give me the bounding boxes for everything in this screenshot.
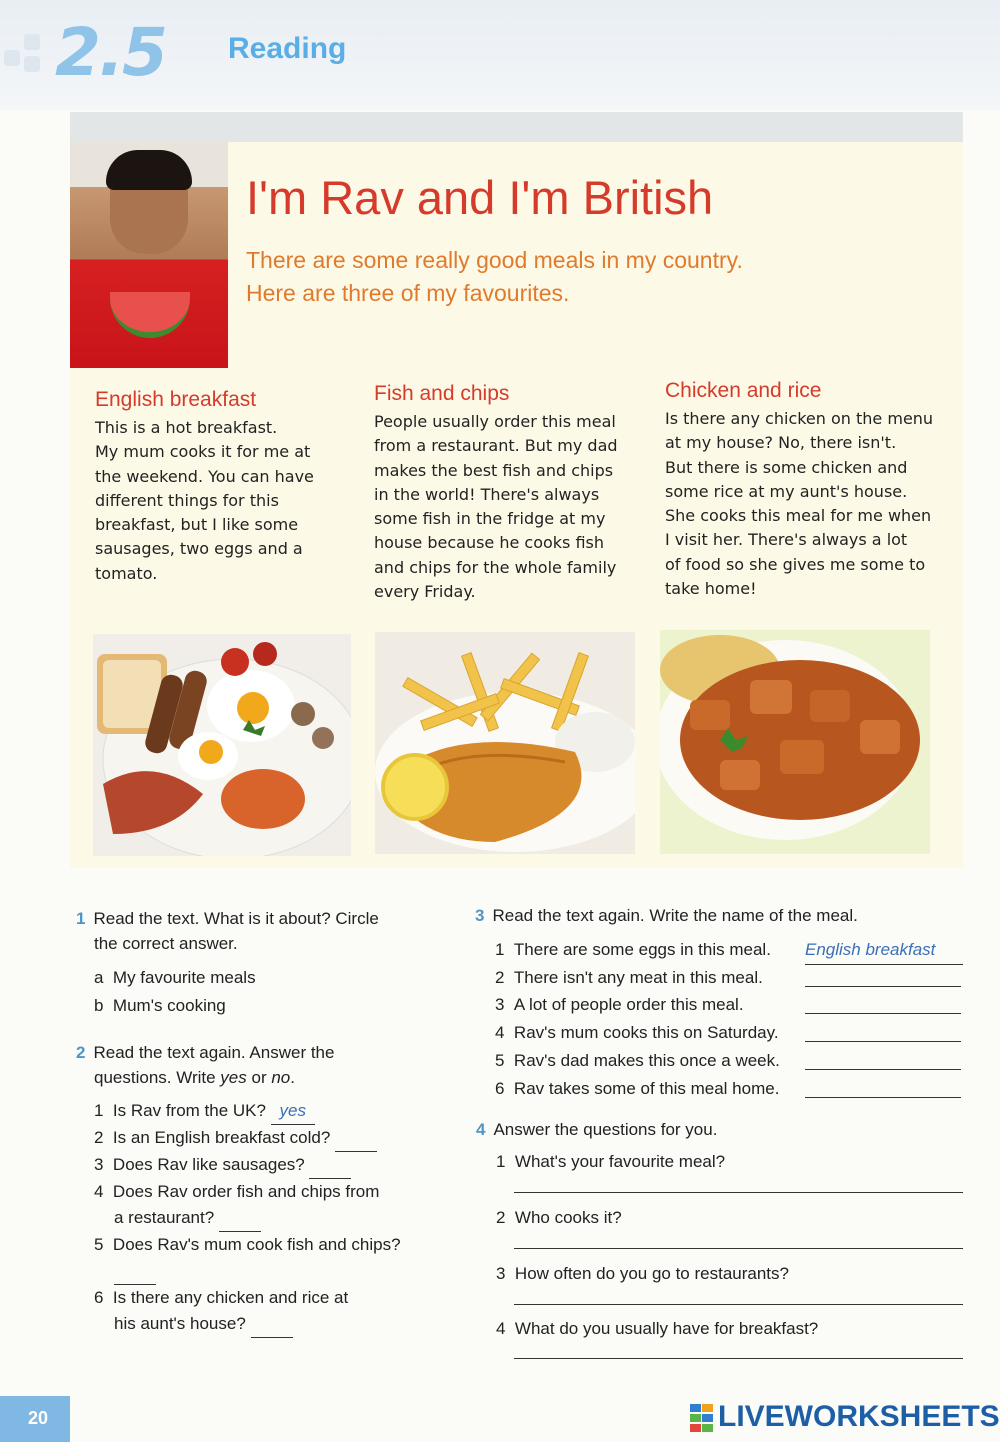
column-english-breakfast [95, 388, 365, 586]
question-number: 3 [94, 1155, 104, 1174]
question-text: Is Rav from the UK? [112, 1101, 266, 1120]
text-line: Is there any chicken on the menu [665, 409, 934, 428]
meal-question [495, 991, 970, 1019]
text-line: My mum cooks it for me at [95, 442, 311, 462]
column-heading: Fish and chips [374, 382, 510, 405]
question-text: Does Rav like sausages? [112, 1155, 305, 1174]
text-line: I visit her. There's always a lot [665, 530, 908, 550]
text-line: some rice at my aunt's house. [665, 481, 908, 501]
question-item-cont [94, 1311, 456, 1338]
question-number: 1 [94, 1101, 104, 1120]
question-item [94, 1125, 456, 1152]
meal-question [495, 1047, 970, 1075]
column-body [95, 416, 365, 586]
text-line: breakfast, but I like some [95, 515, 299, 535]
instruction-text: Read the text. What is it about? Circle [93, 909, 379, 928]
unit-title: Reading [228, 32, 347, 65]
personal-question [496, 1264, 789, 1284]
question-number: 2 [495, 967, 505, 987]
question-item [94, 1285, 456, 1311]
boy-hair [106, 150, 192, 190]
exercise-number: 3 [475, 906, 485, 925]
question-text: Does Rav order fish and chips from [112, 1182, 380, 1201]
answer-blank[interactable] [805, 1013, 961, 1014]
question-text: Rav takes some of this meal home. [513, 1078, 780, 1098]
question-number: 1 [495, 940, 505, 959]
exercise-number: 4 [476, 1120, 486, 1139]
text-line: She cooks this meal for me when [665, 506, 932, 526]
exercise-number: 1 [76, 909, 86, 928]
text-line: the weekend. You can have [95, 466, 314, 486]
question-text: Does Rav's mum cook fish and chips? [112, 1235, 401, 1254]
option-a[interactable] [94, 964, 456, 992]
article-title: I'm Rav and I'm British [246, 171, 714, 224]
question-number: 6 [94, 1288, 104, 1307]
question-item-cont [94, 1205, 456, 1232]
instruction-text: Read the text again. Answer the [93, 1043, 335, 1062]
question-number: 4 [496, 1319, 506, 1338]
panel-top-strip [70, 112, 963, 142]
column-heading: Chicken and rice [665, 379, 822, 402]
question-text: Who cooks it? [514, 1208, 622, 1227]
question-text: his aunt's house? [114, 1314, 246, 1333]
text-line: at my house? No, there isn't. [665, 433, 897, 453]
page-number: 20 [28, 1408, 49, 1428]
instruction-yes: yes [220, 1068, 247, 1087]
question-text: There are some eggs in this meal. [513, 940, 771, 959]
question-number: 4 [94, 1182, 104, 1201]
question-text: What do you usually have for breakfast? [514, 1319, 819, 1338]
question-number: 2 [94, 1128, 104, 1147]
meal-question [495, 964, 970, 992]
column-body [374, 410, 654, 604]
intro-line: There are some really good meals in my country. [246, 247, 743, 273]
answer-blank[interactable] [309, 1152, 351, 1179]
question-number: 1 [496, 1152, 506, 1171]
personal-question [496, 1152, 725, 1172]
question-item-cont [94, 1258, 456, 1285]
brand-name: LIVEWORKSHEETS [718, 1400, 1000, 1433]
exercise-1 [76, 906, 456, 1020]
text-line: People usually order this meal [374, 412, 616, 431]
option-letter: a [94, 968, 104, 987]
exercise-4 [476, 1120, 966, 1140]
answer-blank[interactable] [219, 1205, 261, 1232]
text-line: But there is some chicken and [665, 457, 908, 477]
answer-line[interactable] [514, 1248, 963, 1249]
option-b[interactable] [94, 992, 456, 1020]
english-breakfast-photo [93, 634, 351, 856]
instruction-text [76, 1065, 456, 1090]
instruction-text: Read the text again. Write the name of the meal. [492, 906, 858, 925]
question-text: A lot of people order this meal. [513, 995, 744, 1015]
exercise-number: 2 [76, 1043, 86, 1062]
meal-question [495, 936, 970, 964]
text-line: house because he cooks fish [374, 533, 605, 553]
question-number: 3 [495, 995, 505, 1015]
text-line: different things for this [95, 490, 279, 510]
instruction-no: no [271, 1068, 291, 1087]
question-text: Is an English breakfast cold? [112, 1128, 331, 1147]
text-line: tomato. [95, 563, 158, 583]
unit-number: 2.5 [55, 14, 166, 91]
question-number: 2 [496, 1208, 506, 1227]
question-text: a restaurant? [114, 1208, 215, 1227]
question-text: Rav's dad makes this once a week. [513, 1050, 780, 1070]
answer-blank[interactable] [335, 1125, 377, 1152]
question-item [94, 1098, 456, 1125]
answer-blank[interactable] [805, 1069, 961, 1070]
question-number: 6 [495, 1078, 505, 1098]
question-item [94, 1232, 456, 1258]
text-line: in the world! There's always [374, 484, 600, 504]
column-heading: English breakfast [95, 388, 257, 411]
liveworksheets-logo-icon [690, 1404, 714, 1432]
text-line: of food so she gives me some to [665, 554, 926, 574]
exercise-3 [475, 903, 970, 1102]
question-number: 5 [495, 1050, 505, 1070]
chicken-and-rice-photo [660, 630, 930, 854]
question-text: Rav's mum cooks this on Saturday. [513, 1023, 779, 1043]
instruction-part: or [246, 1068, 272, 1087]
option-letter: b [94, 996, 104, 1015]
personal-question [496, 1208, 622, 1228]
watermelon-slice [110, 292, 190, 338]
meal-question-list [475, 936, 970, 1102]
instruction-part: questions. Write [94, 1068, 221, 1087]
rav-photo [70, 142, 228, 368]
decorative-squares [0, 30, 60, 90]
options-list [76, 964, 456, 1020]
text-line: from a restaurant. But my dad [374, 436, 618, 456]
question-number: 5 [94, 1235, 104, 1254]
option-text: My favourite meals [112, 968, 256, 987]
question-text: There isn't any meat in this meal. [513, 967, 763, 987]
question-item [94, 1179, 456, 1205]
text-line: some fish in the fridge at my [374, 509, 606, 529]
answer-blank[interactable] [805, 1097, 961, 1098]
option-text: Mum's cooking [112, 996, 226, 1015]
exercise-instruction [475, 903, 970, 928]
text-line: take home! [665, 579, 757, 599]
exercise-instruction [76, 1040, 456, 1065]
column-fish-and-chips [374, 382, 654, 604]
article-intro [246, 244, 743, 310]
text-line: makes the best fish and chips [374, 460, 614, 480]
column-body [665, 407, 960, 601]
text-line: every Friday. [374, 582, 476, 602]
question-text: How often do you go to restaurants? [514, 1264, 789, 1283]
answer-blank[interactable] [251, 1311, 293, 1338]
instruction-text: Answer the questions for you. [493, 1120, 718, 1139]
answer-blank[interactable] [114, 1258, 156, 1285]
intro-line: Here are three of my favourites. [246, 280, 570, 306]
personal-question [496, 1319, 818, 1339]
text-line: This is a hot breakfast. [95, 418, 278, 437]
meal-question [495, 1075, 970, 1103]
answer-line[interactable] [514, 1304, 963, 1305]
instruction-text: the correct answer. [94, 934, 238, 953]
answer-blank[interactable] [805, 1041, 961, 1042]
question-number: 3 [496, 1264, 506, 1283]
answer-line[interactable] [514, 1358, 963, 1359]
column-chicken-and-rice [665, 379, 960, 601]
question-list [76, 1098, 456, 1338]
text-line: and chips for the whole family [374, 557, 617, 577]
text-line: sausages, two eggs and a [95, 539, 303, 559]
exercise-2 [76, 1040, 456, 1338]
answer-yes: yes [271, 1098, 315, 1125]
meal-question [495, 1019, 970, 1047]
question-number: 4 [495, 1023, 505, 1043]
instruction-part: . [290, 1068, 295, 1087]
answer-line[interactable] [514, 1192, 963, 1193]
answer-blank[interactable] [805, 986, 961, 987]
fish-and-chips-photo [375, 632, 635, 854]
exercise-instruction [76, 906, 456, 931]
question-text: What's your favourite meal? [514, 1152, 726, 1171]
question-text: Is there any chicken and rice at [112, 1288, 349, 1307]
exercise-instruction [476, 1120, 966, 1140]
question-item [94, 1152, 456, 1179]
answer-english-breakfast: English breakfast [805, 936, 963, 965]
